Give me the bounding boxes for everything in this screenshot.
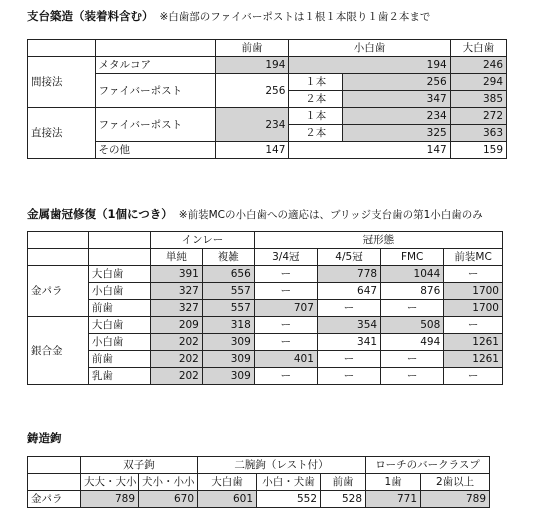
value-cell: 494 <box>381 334 444 351</box>
sec2-heading: 金属歯冠修復（1個につき） <box>27 207 173 221</box>
value-cell: 341 <box>317 334 380 351</box>
value-cell: ー <box>444 266 503 283</box>
header-two-arm-clasp: 二腕鉤（レスト付） <box>198 457 366 474</box>
sec3-heading: 鋳造鉤 <box>27 431 62 445</box>
group-goldpalladium: 金パラ <box>28 266 89 317</box>
value-cell: 552 <box>257 491 321 508</box>
sec1-heading: 支台築造（装着料含む） <box>27 9 154 23</box>
value-cell: 294 <box>450 74 506 91</box>
value-cell: 876 <box>381 283 444 300</box>
value-cell: 1700 <box>444 300 503 317</box>
value-cell: 234 <box>215 108 289 142</box>
header-crown: 冠形態 <box>254 232 502 249</box>
abutment-table <box>27 39 507 159</box>
value-cell: ー <box>317 300 380 317</box>
value-cell: 256 <box>343 74 451 91</box>
value-cell: 147 <box>215 142 289 159</box>
header-inlay: インレー <box>150 232 254 249</box>
sub-header: 前装MC <box>444 249 503 266</box>
row-label: メタルコア <box>95 57 215 74</box>
header-molar: 大白歯 <box>450 40 506 57</box>
group-silveralloy: 銀合金 <box>28 317 89 385</box>
value-cell: 246 <box>450 57 506 74</box>
row-label: ファイバーポスト <box>95 108 215 142</box>
value-cell: 601 <box>198 491 257 508</box>
value-cell: 256 <box>215 74 289 108</box>
sub-header: 単純 <box>150 249 202 266</box>
sec1-note: ※白歯部のファイバーポストは１根１本限り１歯２本まで <box>159 11 431 23</box>
sub-header: FMC <box>381 249 444 266</box>
row-label: 前歯 <box>88 300 150 317</box>
value-cell: 272 <box>450 108 506 125</box>
count-label: ２本 <box>289 91 343 108</box>
sub-header: 小白・犬歯 <box>257 474 321 491</box>
sec1-title <box>27 8 430 24</box>
count-label: １本 <box>289 74 343 91</box>
value-cell: 778 <box>317 266 380 283</box>
value-cell: 327 <box>150 283 202 300</box>
sub-header: 2歯以上 <box>421 474 490 491</box>
value-cell: 385 <box>450 91 506 108</box>
group-direct: 直接法 <box>28 108 96 159</box>
value-cell: 771 <box>366 491 421 508</box>
value-cell: 309 <box>202 334 254 351</box>
value-cell: ー <box>381 368 444 385</box>
sub-header: 大白歯 <box>198 474 257 491</box>
value-cell: 707 <box>254 300 317 317</box>
row-label: 前歯 <box>88 351 150 368</box>
count-label: ２本 <box>289 125 343 142</box>
value-cell: 656 <box>202 266 254 283</box>
value-cell: 354 <box>317 317 380 334</box>
value-cell: 234 <box>343 108 451 125</box>
sec3-title <box>27 430 62 446</box>
value-cell: 363 <box>450 125 506 142</box>
value-cell: ー <box>444 368 503 385</box>
row-label: 大白歯 <box>88 266 150 283</box>
row-label: ファイバーポスト <box>95 74 215 108</box>
group-indirect: 間接法 <box>28 57 96 108</box>
row-label: 金パラ <box>28 491 81 508</box>
value-cell: ー <box>381 351 444 368</box>
value-cell: 327 <box>150 300 202 317</box>
value-cell: 159 <box>450 142 506 159</box>
value-cell: ー <box>444 317 503 334</box>
value-cell: ー <box>254 368 317 385</box>
sec2-note: ※前装MCの小白歯への適応は、ブリッジ支台歯の第1小白歯のみ <box>178 209 483 221</box>
value-cell: ー <box>317 368 380 385</box>
sub-header: 犬小・小小 <box>139 474 198 491</box>
value-cell: 325 <box>343 125 451 142</box>
value-cell: ー <box>254 317 317 334</box>
row-label: その他 <box>95 142 215 159</box>
header-double-clasp: 双子鉤 <box>81 457 198 474</box>
value-cell: 209 <box>150 317 202 334</box>
value-cell: 789 <box>421 491 490 508</box>
sec2-title <box>27 206 483 222</box>
sub-header: 4/5冠 <box>317 249 380 266</box>
value-cell: 789 <box>81 491 139 508</box>
value-cell: 391 <box>150 266 202 283</box>
value-cell: 1044 <box>381 266 444 283</box>
value-cell: 1261 <box>444 351 503 368</box>
crown-table <box>27 231 503 385</box>
row-label: 大白歯 <box>88 317 150 334</box>
value-cell: 202 <box>150 334 202 351</box>
sub-header: 大大・大小 <box>81 474 139 491</box>
sub-header: 複雑 <box>202 249 254 266</box>
clasp-table <box>27 456 490 508</box>
value-cell: 202 <box>150 351 202 368</box>
value-cell: ー <box>254 334 317 351</box>
value-cell: 401 <box>254 351 317 368</box>
value-cell: 528 <box>321 491 366 508</box>
value-cell: 557 <box>202 283 254 300</box>
row-label: 乳歯 <box>88 368 150 385</box>
value-cell: ー <box>381 300 444 317</box>
value-cell: 347 <box>343 91 451 108</box>
value-cell: 508 <box>381 317 444 334</box>
value-cell: 309 <box>202 368 254 385</box>
value-cell: 309 <box>202 351 254 368</box>
sub-header: 3/4冠 <box>254 249 317 266</box>
value-cell: 1261 <box>444 334 503 351</box>
header-roach-bar-clasp: ローチのバークラスプ <box>366 457 490 474</box>
value-cell: 318 <box>202 317 254 334</box>
value-cell: ー <box>254 283 317 300</box>
value-cell: 202 <box>150 368 202 385</box>
value-cell: ー <box>317 351 380 368</box>
value-cell: ー <box>254 266 317 283</box>
value-cell: 194 <box>215 57 289 74</box>
value-cell: 557 <box>202 300 254 317</box>
sub-header: 前歯 <box>321 474 366 491</box>
row-label: 小白歯 <box>88 334 150 351</box>
value-cell: 647 <box>317 283 380 300</box>
header-premolar: 小白歯 <box>289 40 450 57</box>
value-cell: 670 <box>139 491 198 508</box>
row-label: 小白歯 <box>88 283 150 300</box>
value-cell: 147 <box>289 142 450 159</box>
value-cell: 194 <box>289 57 450 74</box>
value-cell: 1700 <box>444 283 503 300</box>
header-front: 前歯 <box>215 40 289 57</box>
count-label: １本 <box>289 108 343 125</box>
sub-header: 1歯 <box>366 474 421 491</box>
